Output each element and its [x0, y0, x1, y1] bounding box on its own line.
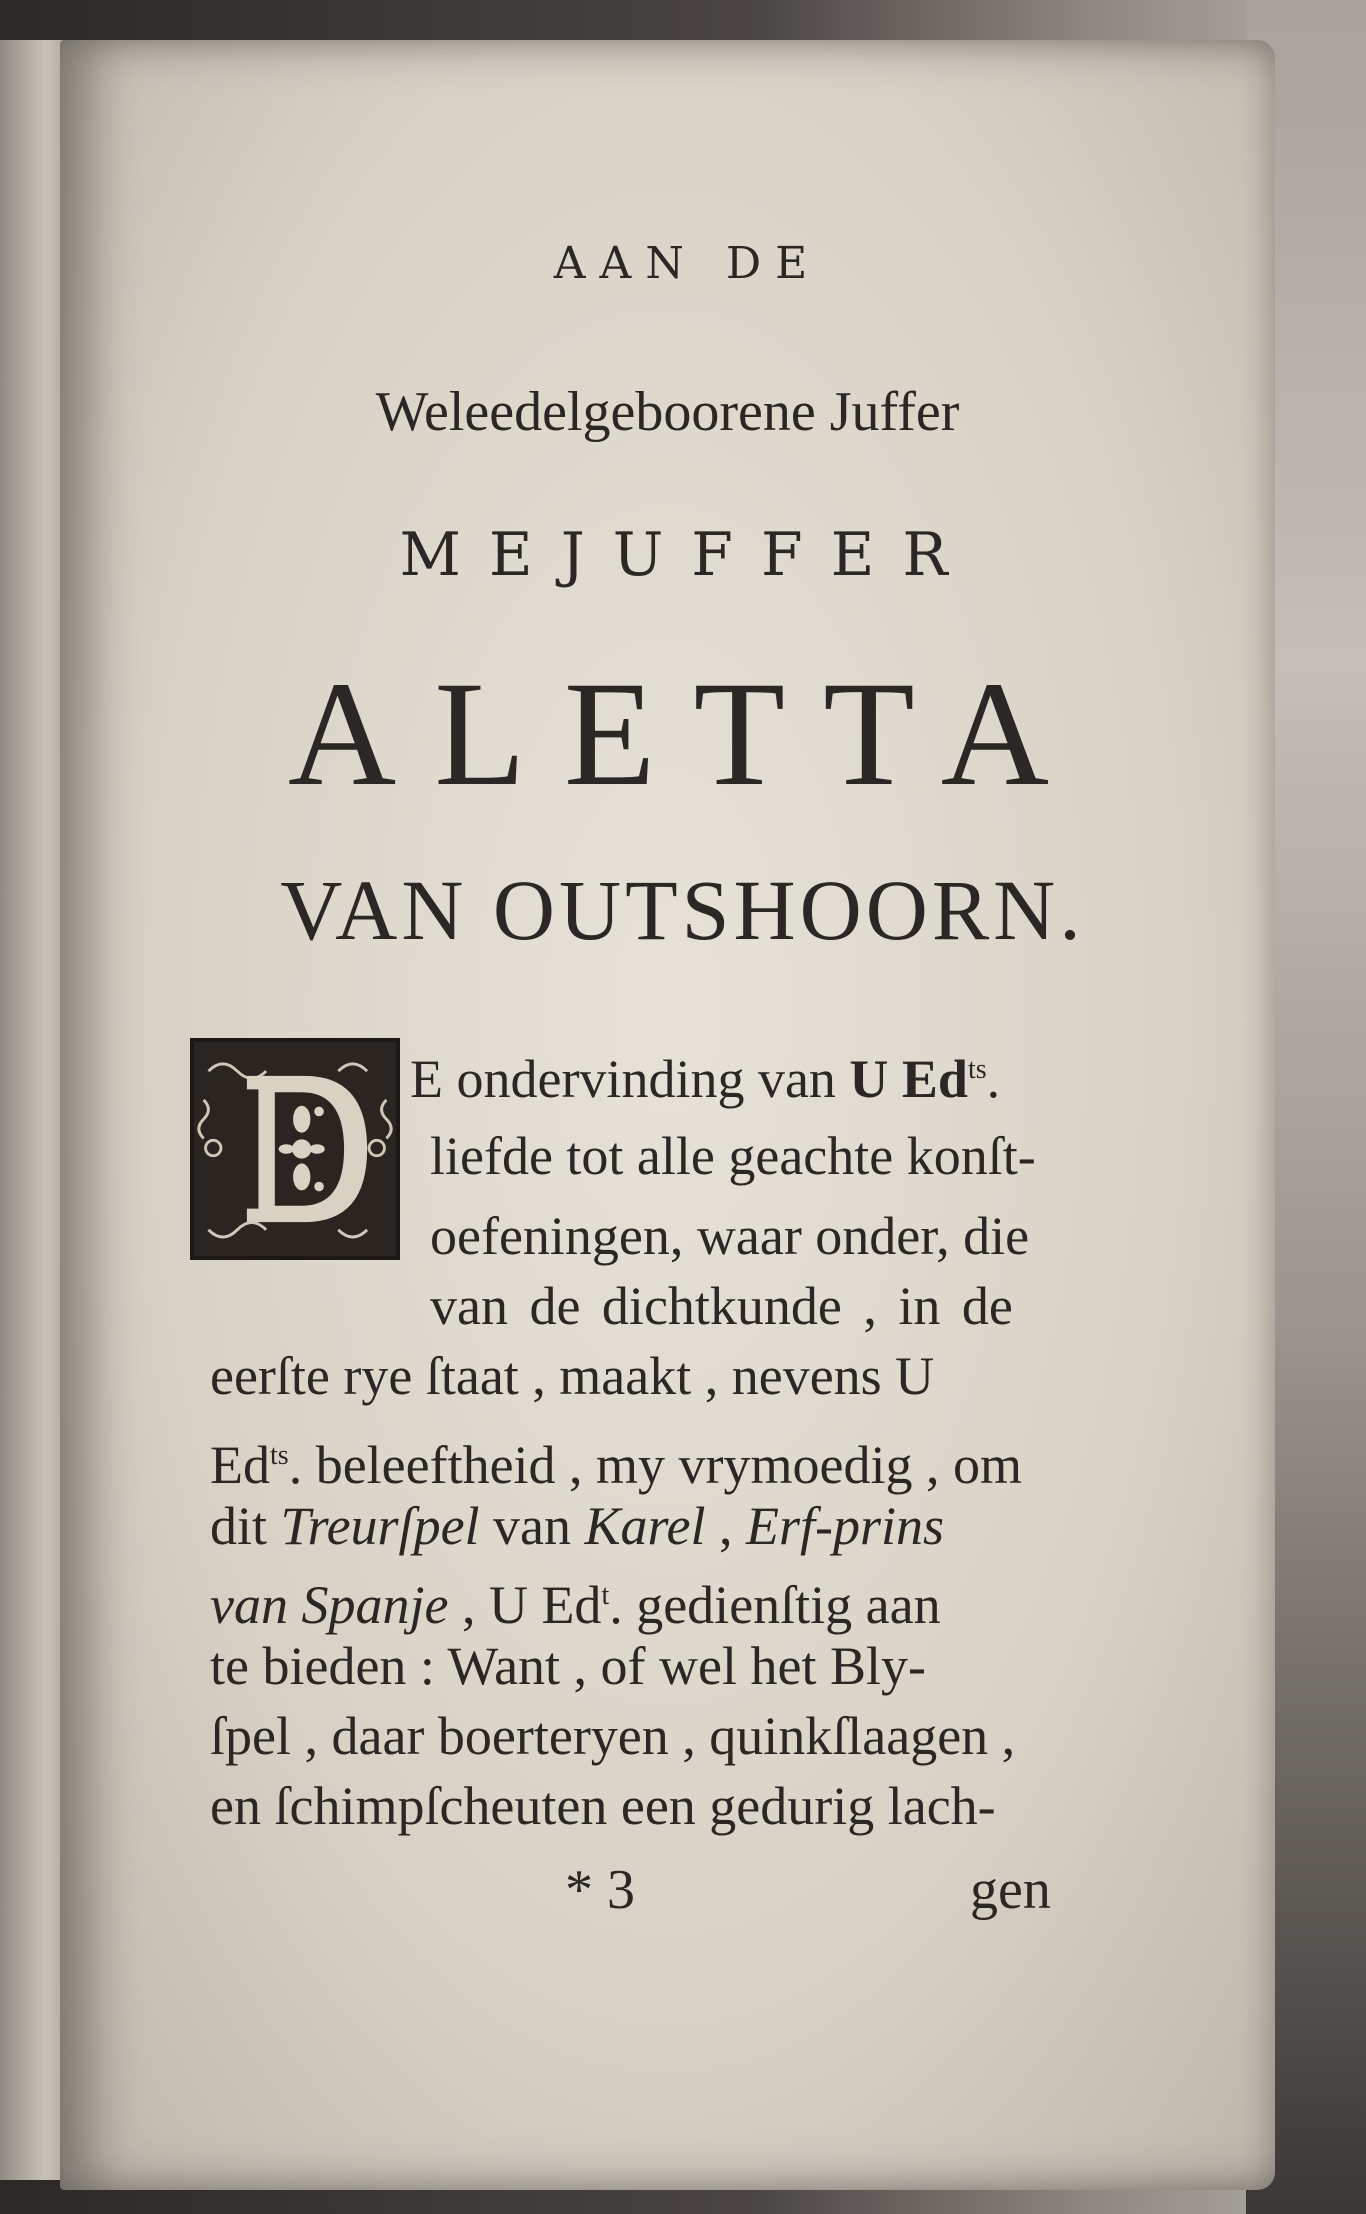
text-line-7: dit Treurſpel van Karel , Erf-prins: [210, 1496, 945, 1556]
text-line-11: en ſchimpſcheuten een gedurig lach-: [210, 1776, 996, 1836]
heading-name-last: VAN OUTSHOORN.: [280, 862, 1085, 958]
book-page: [60, 40, 1275, 2190]
catchword: gen: [970, 1859, 1051, 1921]
text-line-9: te bieden : Want , of wel het Bly-: [210, 1636, 926, 1696]
heading-title-rank: Weleedelgeboorene Juffer: [375, 381, 960, 443]
text-line-6: $Ed^{ts}$. beleeftheid , my vrymoedig , om: [210, 1435, 1023, 1495]
text-line-2: liefde tot alle geachte konſt-: [430, 1126, 1036, 1186]
heading-mejuffer: MEJUFFER: [399, 520, 976, 590]
decorated-initial-d: [190, 1038, 400, 1260]
heading-aan-de: AAN DE: [553, 238, 822, 289]
text-line-8: van Spanje , U Ed$^t$. gedienſtig aan: [210, 1575, 941, 1635]
signature-mark: * 3: [565, 1859, 635, 1921]
text-line-3: oefeningen, waar onder, die: [430, 1206, 1030, 1266]
text-line-4: van de dichtkunde , in de: [430, 1276, 1013, 1336]
ornament-initial-icon: [194, 1042, 396, 1256]
heading-name-first: ALETTA: [287, 651, 1088, 817]
text-line-5: eerſte rye ſtaat , maakt , nevens U: [210, 1346, 935, 1406]
text-line-10: ſpel , daar boerteryen , quinkſlaagen ,: [210, 1706, 1016, 1766]
text-line-1: E ondervinding van U $Ed^{ts}$.: [410, 1049, 1001, 1109]
